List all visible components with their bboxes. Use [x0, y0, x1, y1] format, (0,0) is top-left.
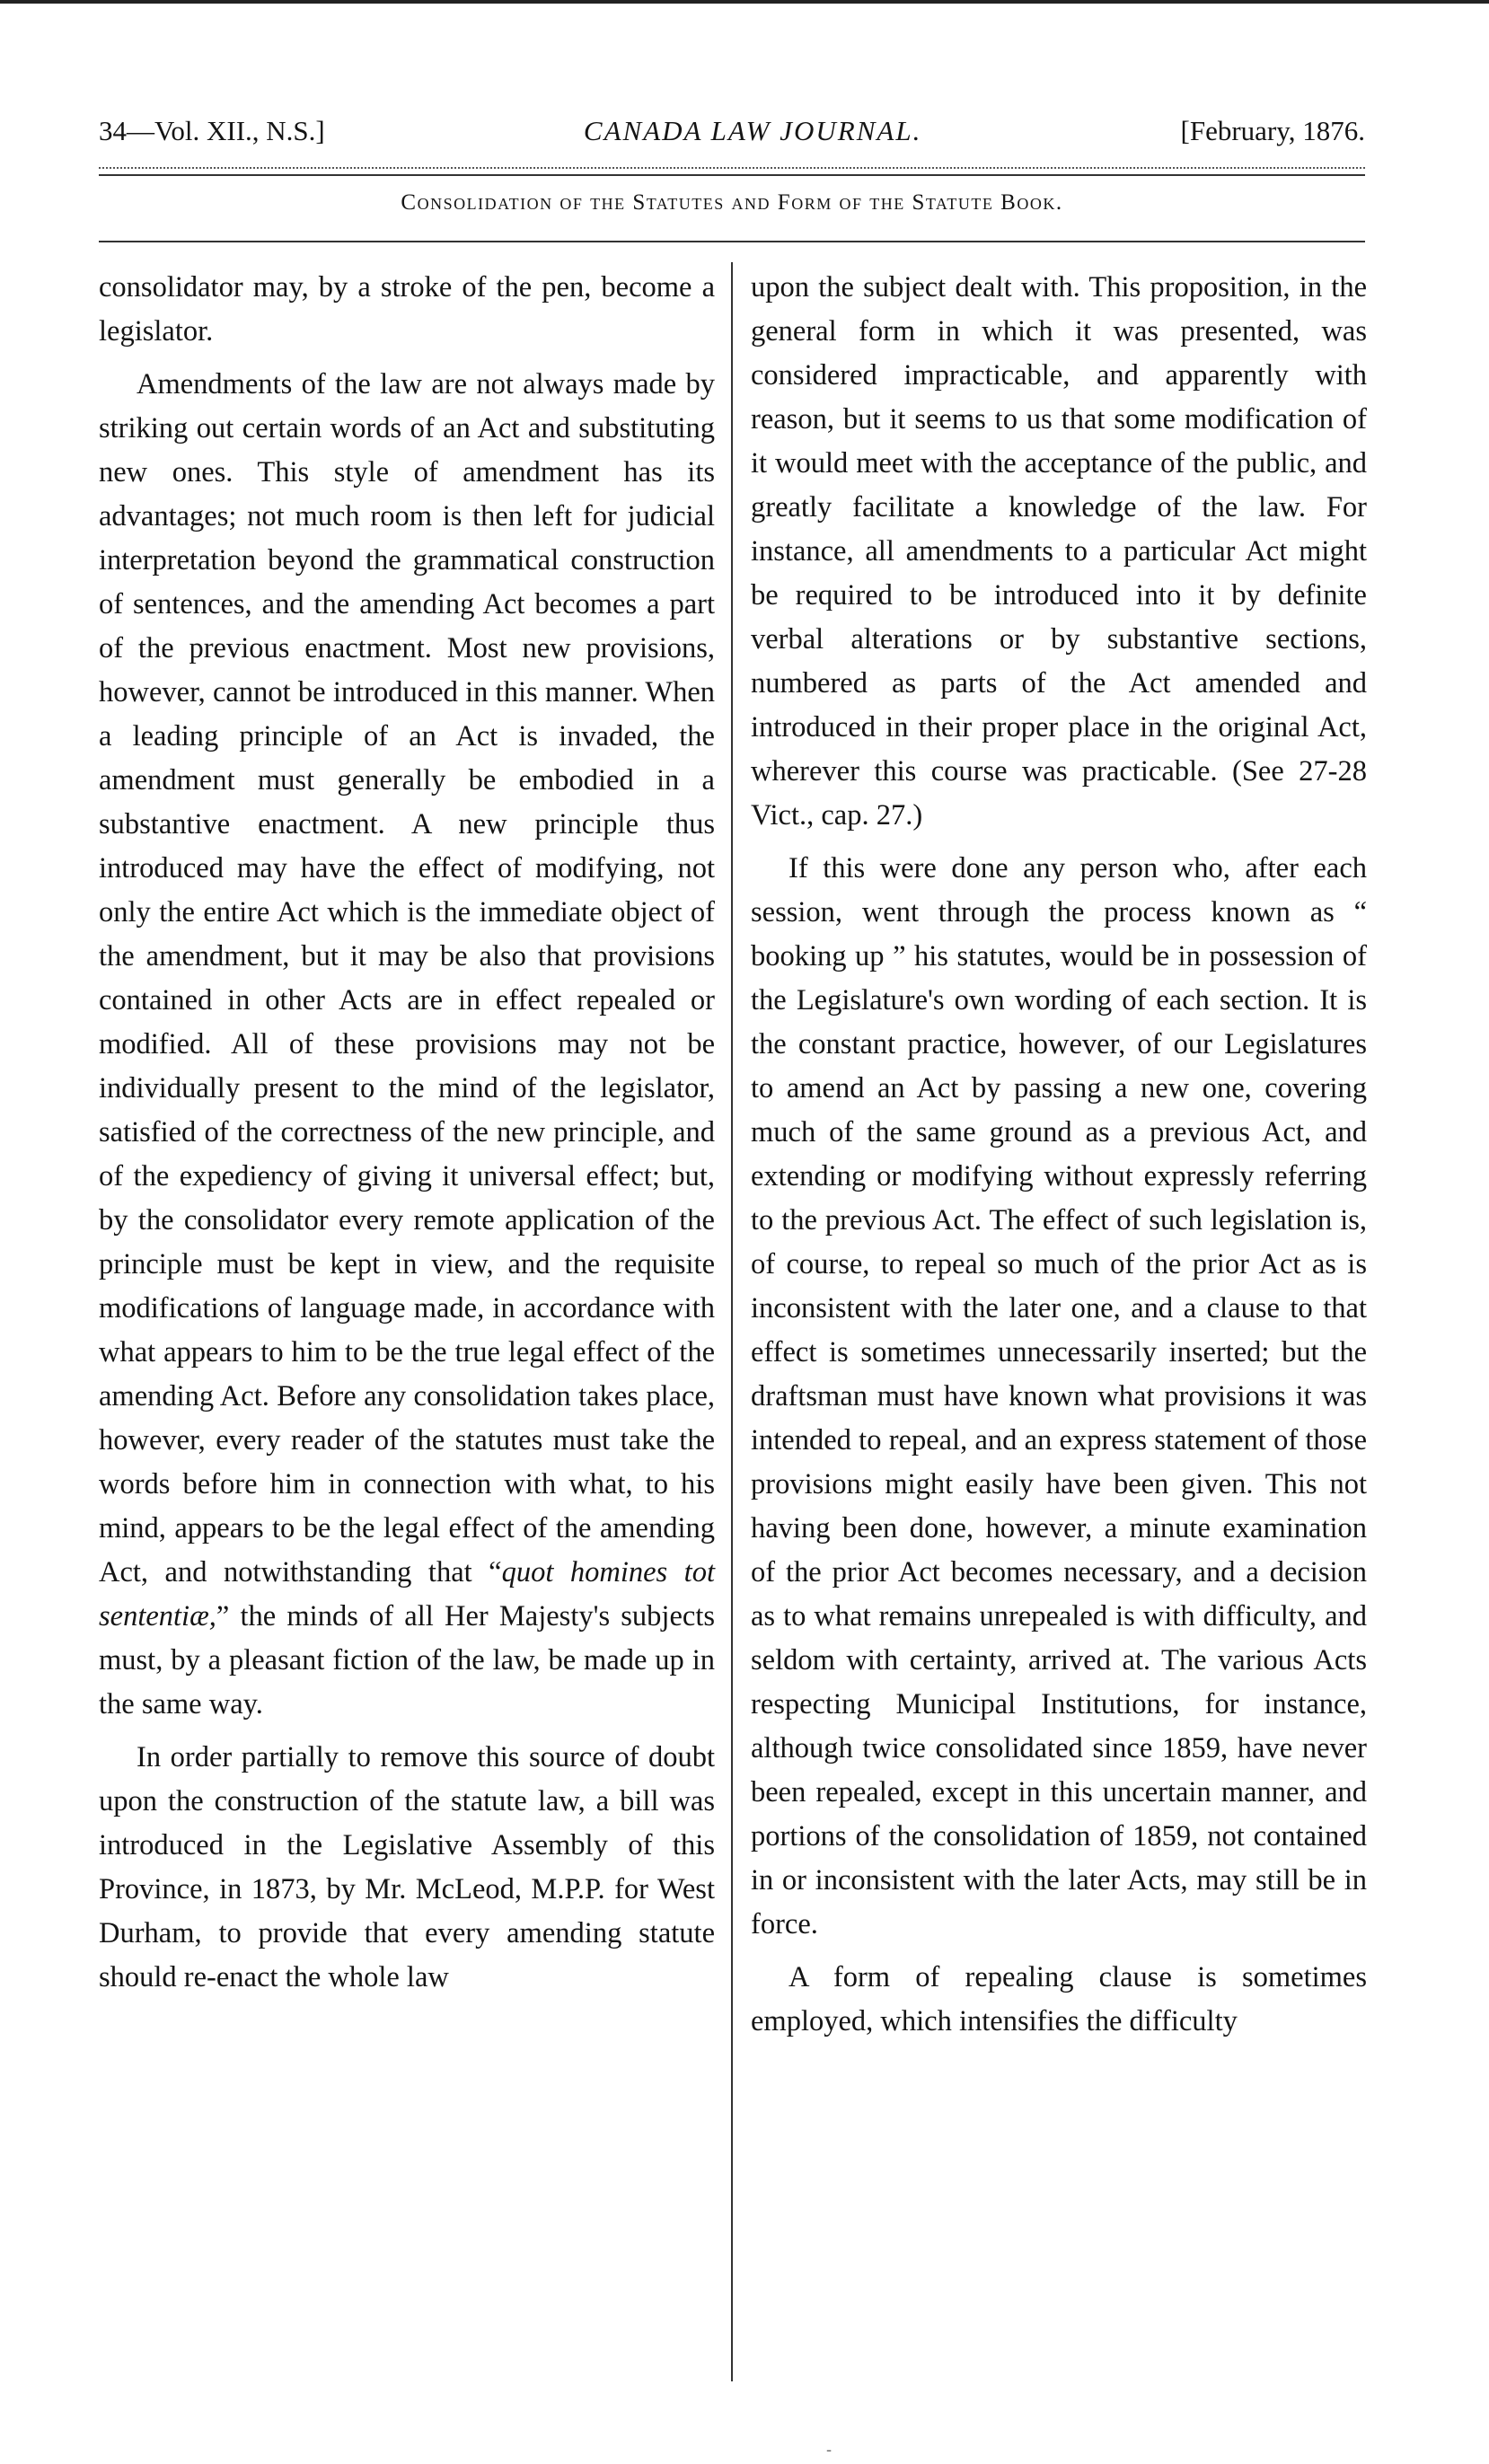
subheader-divider	[99, 241, 1365, 242]
running-header	[99, 115, 1365, 147]
top-border-rule	[0, 0, 1489, 4]
left-column	[99, 266, 715, 2009]
page-volume: 34—Vol. XII., N.S.]	[99, 115, 325, 146]
header-divider-solid	[99, 174, 1365, 176]
column-divider	[731, 262, 733, 2381]
paragraph: consolidator may, by a stroke of the pen, become a legislator.	[99, 271, 715, 348]
paragraph: A form of repealing clause is sometimes employed, which intensifies the difficulty	[751, 1961, 1367, 2037]
right-column	[751, 266, 1367, 2053]
journal-title: CANADA LAW JOURNAL.	[583, 115, 922, 146]
latin-phrase: quot homines tot sententiæ,	[99, 1556, 715, 1632]
section-heading: Consolidation of the Statutes and Form of the Statute Book.	[401, 190, 1063, 215]
footer-mark: -	[826, 2441, 833, 2460]
paragraph	[99, 363, 715, 1727]
issue-date: [February, 1876.	[1180, 115, 1365, 146]
paragraph: In order partially to remove this source of doubt upon the construction of the statute law, a bill was introduced in the Legislative Assembly of this Province, in 1873, by Mr. McLeod, M.P.P. for West Durham, to provide that every amending statute should re-enact the whole law	[99, 1741, 715, 1993]
header-divider	[99, 167, 1365, 169]
paragraph: upon the subject dealt with. This proposition, in the general form in which it was presented, was considered impracticable, and apparently with reason, but it seems to us that some modification of it would meet with the acceptance of the public, and greatly facilitate a knowledge of the law. For instance, all amendments to a particular Act might be required to be introduced into it by definite verbal alterations or by substantive sections, numbered as parts of the Act amended and introduced in their proper place in the original Act, wherever this course was practicable. (See 27-28 Vict., cap. 27.)	[751, 271, 1367, 832]
paragraph: If this were done any person who, after each session, went through the process known as “ booking up ” his statutes, would be in possession of the Legislature's own wording of each section. It is the constant practice, however, of our Legislatures to amend an Act by passing a new one, covering much of the same ground as a previous Act, and extending or modifying without expressly referring to the previous Act. The effect of such legislation is, of course, to repeal so much of the prior Act as is inconsistent with the later one, and a clause to that effect is sometimes unnecessarily inserted; but the draftsman must have known what provisions it was intended to repeal, and an express statement of those provisions might easily have been given. This not having been done, however, a minute examination of the prior Act becomes necessary, and a decision as to what remains unrepealed is with difficulty, and seldom with certainty, arrived at. The various Acts respecting Municipal Institutions, for instance, although twice consolidated since 1859, have never been repealed, except in this uncertain manner, and portions of the consolidation of 1859, not contained in or inconsistent with the later Acts, may still be in force.	[751, 852, 1367, 1940]
paragraph-text-end: ” the minds of all Her Majesty's subjects must, by a pleasant fiction of the law, be made up in the same way.	[99, 1600, 715, 1720]
paragraph-text: Amendments of the law are not always made by striking out certain words of an Act and substituting new ones. This style of amendment has its advantages; not much room is then left for judicial interpretation beyond the grammatical construction of sentences, and the amending Act becomes a part of the previous enactment. Most new provisions, however, cannot be introduced in this manner. When a leading principle of an Act is invaded, the amendment must generally be embodied in a substantive enactment. A new principle thus introduced may have the effect of modifying, not only the entire Act which is the immediate object of the amendment, but it may be also that provisions contained in other Acts are in effect repealed or modified. All of these provisions may not be individually present to the mind of the legislator, satisfied of the correctness of the new principle, and of the expediency of giving it universal effect; but, by the consolidator every remote application of the principle must be kept in view, and the requisite modifications of language made, in accordance with what appears to him to be the true legal effect of the amending Act. Before any consolidation takes place, however, every reader of the statutes must take the words before him in connection with what, to his mind, appears to be the legal effect of the amending Act, and notwithstanding that “	[99, 368, 715, 1588]
